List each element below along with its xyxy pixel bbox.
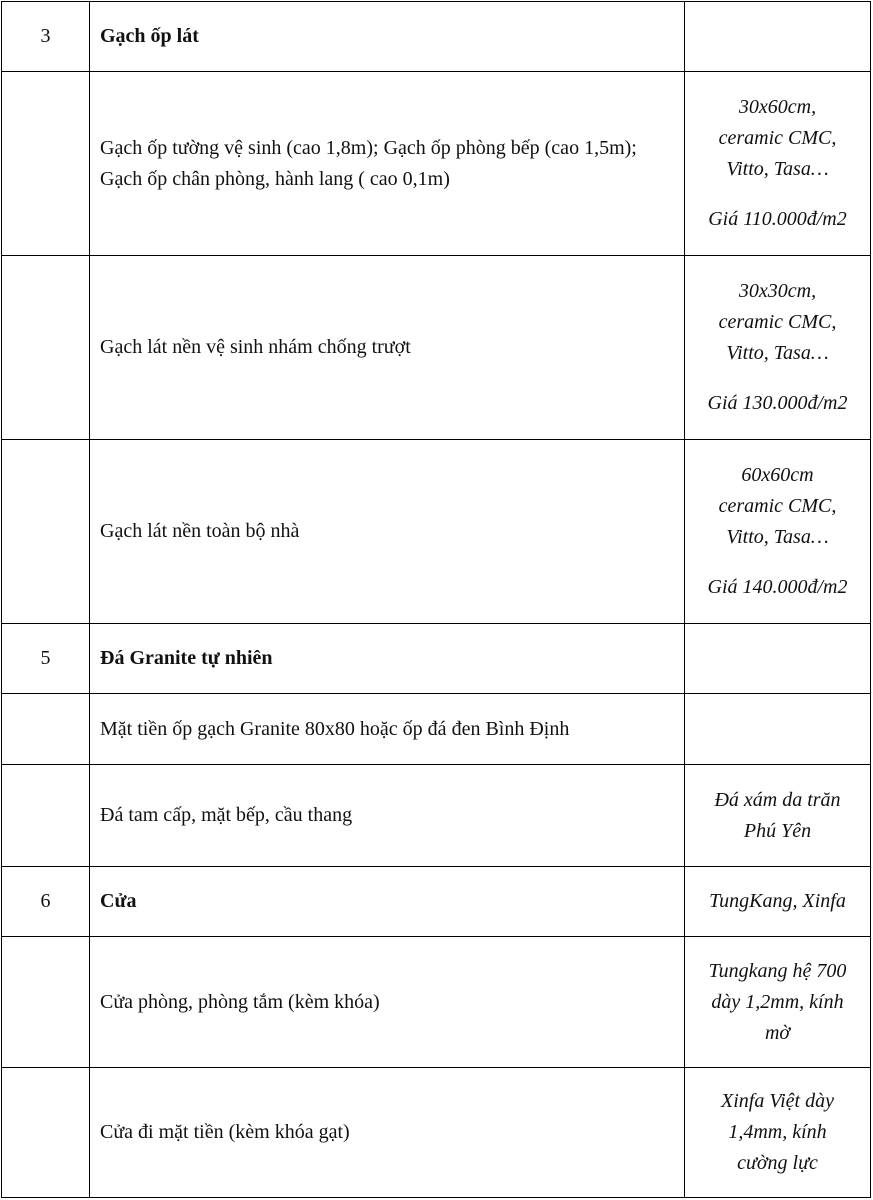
spec-line: ceramic CMC, (718, 127, 837, 149)
item-spec (685, 624, 871, 694)
item-description: Cửa phòng, phòng tắm (kèm khóa) (90, 937, 685, 1068)
spec-line: ceramic CMC, (718, 311, 837, 333)
row-number: 5 (2, 624, 90, 694)
item-description: Cửa đi mặt tiền (kèm khóa gạt) (90, 1068, 685, 1198)
spec-line: Phú Yên (743, 819, 812, 842)
row-number (2, 694, 90, 765)
spec-line: Vitto, Tasa… (726, 526, 829, 548)
price-label: Giá 140.000đ/m2 (707, 576, 848, 598)
row-number (2, 72, 90, 256)
item-spec (685, 440, 871, 624)
row-number (2, 1068, 90, 1198)
spec-line: 60x60cm (741, 464, 814, 486)
spec-line: Tungkang hệ 700 (708, 959, 847, 982)
table-row (2, 2, 871, 72)
item-description: Gạch lát nền vệ sinh nhám chống trượt (90, 256, 685, 440)
table-row (2, 694, 871, 765)
spec-line: 1,4mm, kính (728, 1121, 827, 1143)
row-number: 3 (2, 2, 90, 72)
spec-line: mờ (764, 1021, 791, 1044)
spec-line: 30x60cm, (738, 96, 817, 118)
spec-line: Xinfa Việt dày (721, 1090, 834, 1112)
table-row (2, 440, 871, 624)
row-number (2, 440, 90, 624)
spec-line: Vitto, Tasa… (726, 158, 829, 180)
item-spec (685, 256, 871, 440)
item-description: Gạch ốp lát (90, 2, 685, 72)
table-row (2, 1068, 871, 1198)
item-spec (685, 1068, 871, 1198)
row-number (2, 765, 90, 867)
item-description: Mặt tiền ốp gạch Granite 80x80 hoặc ốp đá đen Bình Định (90, 694, 685, 765)
spec-line: ceramic CMC, (718, 495, 837, 517)
item-description: Cửa (90, 867, 685, 937)
spec-line: TungKang, Xinfa (709, 890, 846, 912)
materials-table-body (2, 2, 871, 1198)
materials-table (1, 1, 871, 1198)
price-label: Giá 110.000đ/m2 (708, 208, 847, 230)
item-spec (685, 937, 871, 1068)
price-label: Giá 130.000đ/m2 (707, 392, 848, 414)
spec-line: Vitto, Tasa… (726, 342, 829, 364)
item-spec (685, 72, 871, 256)
item-description: Đá Granite tự nhiên (90, 624, 685, 694)
item-spec (685, 765, 871, 867)
row-number (2, 256, 90, 440)
spec-line: Đá xám da trăn (714, 788, 841, 811)
table-row (2, 72, 871, 256)
table-row (2, 867, 871, 937)
row-number: 6 (2, 867, 90, 937)
item-description: Đá tam cấp, mặt bếp, cầu thang (90, 765, 685, 867)
spec-line: 30x30cm, (738, 280, 817, 302)
table-row (2, 937, 871, 1068)
item-spec (685, 867, 871, 937)
table-row (2, 765, 871, 867)
item-description: Gạch lát nền toàn bộ nhà (90, 440, 685, 624)
item-spec (685, 694, 871, 765)
item-spec (685, 2, 871, 72)
table-row (2, 624, 871, 694)
item-description: Gạch ốp tường vệ sinh (cao 1,8m); Gạch ốp phòng bếp (cao 1,5m); Gạch ốp chân phòng, hành lang ( cao 0,1m) (90, 72, 685, 256)
spec-line: dày 1,2mm, kính (711, 990, 844, 1013)
spec-line: cường lực (737, 1152, 818, 1174)
table-row (2, 256, 871, 440)
row-number (2, 937, 90, 1068)
